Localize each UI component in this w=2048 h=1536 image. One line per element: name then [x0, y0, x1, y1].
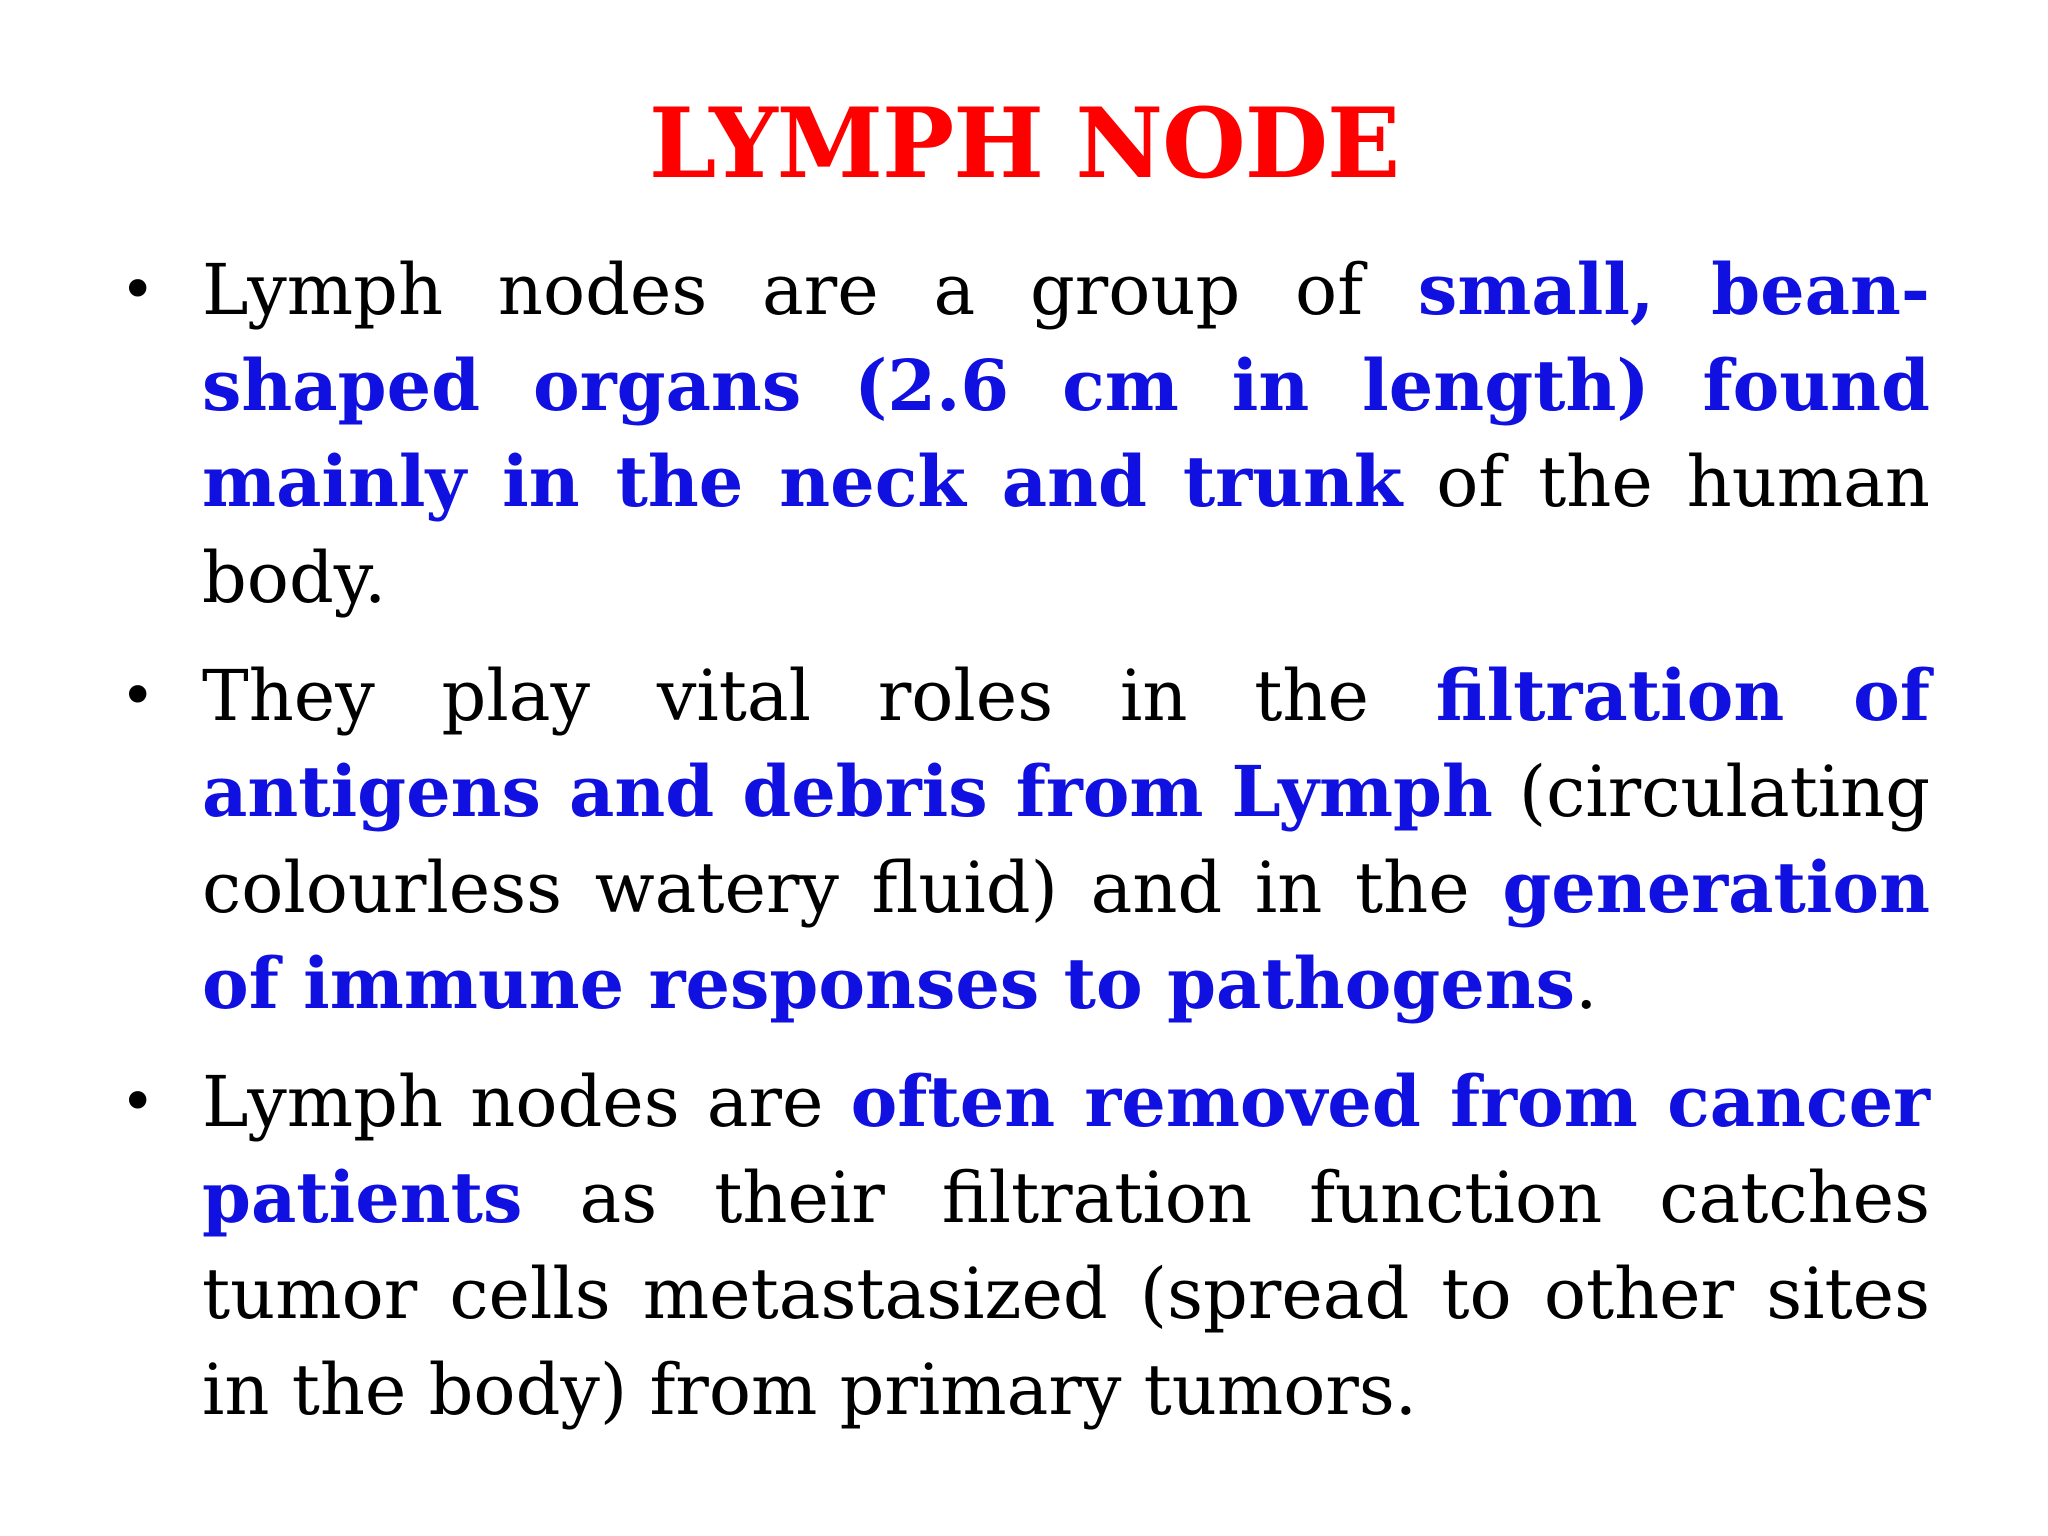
highlighted-text: often removed from cancer patients: [202, 1060, 1930, 1239]
highlighted-text: filtration of antigens and debris from Lymph: [202, 654, 1930, 833]
bullet-icon: •: [120, 661, 156, 731]
highlighted-text: generation of immune responses to pathogens: [202, 846, 1930, 1025]
bullet-text-segment: Lymph nodes are a group of: [202, 249, 1418, 331]
bullet-item-lymph-nodes-cancer: [120, 1054, 1930, 1438]
bullet-text: [202, 655, 1930, 1025]
bullet-text-segment: of the human body.: [202, 441, 1930, 619]
bullet-item-lymph-nodes-roles: [120, 648, 1930, 1032]
bullet-item-lymph-nodes-definition: [120, 242, 1930, 626]
bullet-text-segment: .: [1575, 943, 1598, 1025]
bullet-text-segment: Lymph nodes are: [202, 1061, 851, 1143]
bullet-text: [202, 249, 1930, 619]
bullet-icon: •: [120, 1067, 156, 1137]
bullet-text-segment: (circulating colourless watery fluid) and in the: [202, 751, 1931, 929]
highlighted-text: small, bean-shaped organs (2.6 cm in length) found mainly in the neck and trunk: [202, 248, 1930, 523]
bullet-list: [120, 242, 1930, 1460]
bullet-icon: •: [120, 255, 156, 325]
slide-title: LYMPH NODE: [648, 87, 1400, 200]
bullet-text-segment: They play vital roles in the: [202, 655, 1436, 737]
bullet-text-segment: as their filtration function catches tumor cells metastasized (spread to other sites in the body) from primary tumors.: [202, 1157, 1930, 1431]
bullet-text: [202, 1061, 1930, 1431]
